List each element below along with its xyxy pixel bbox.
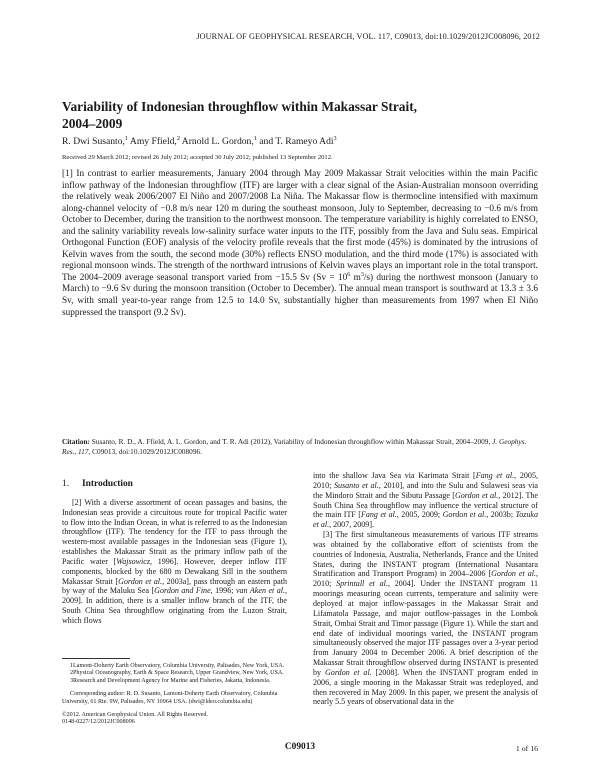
issn-line: 0148-0227/12/2012JC008096 — [62, 719, 135, 726]
affiliation-marker: 1 — [253, 134, 257, 142]
paragraph-marker: [1] — [62, 169, 73, 179]
title-line-2: 2004–2009 — [62, 116, 123, 131]
reference: Gordon et al. — [118, 576, 163, 586]
abstract — [62, 169, 538, 319]
abstract-text: In contrast to earlier measurements, January 2004 through May 2009 Makassar Strait velocities within the main Pacific inflow pathway of the Indonesian throughflow (ITF) are larger with a clear signal of the Asian-Australian monsoon overriding the relatively weak 2006/2007 El Niño and 2007/2008 La Niña. The Makassar flow is thermocline intensified with maximum along-channel velocity of −0.8 m/s near 120 m during the southeast monsoon, July to September, decreasing to −0.6 m/s from October to December, during the transition to the northwest monsoon. The temperature variability is highly correlated to ENSO, and the salinity variability reveals low-salinity surface water inputs to the ITF, possibly from the Java and Sulu seas. Empirical Orthogonal Function (EOF) analysis of the velocity profile reveals that the first mode (45%) is dominated by the intrusions of Kelvin waves from the south, the second mode (30%) reflects ENSO modulation, and the third mode (17%) is associated with regional monsoon winds. The strength of the northward intrusions of Kelvin waves plays an important role in the total transport. The 2004–2009 average seasonal transport varied from −15.5 Sv (Sv = 10 — [62, 169, 538, 283]
title-line-1: Variability of Indonesian throughflow within Makassar Strait, — [62, 99, 418, 114]
section-title: Introduction — [82, 479, 133, 489]
reference: Gordon and Fine — [154, 586, 211, 596]
citation-text: C09013, doi:10.1029/2012JC008096. — [90, 447, 202, 456]
affiliation-marker: 3 — [333, 134, 337, 142]
author-name: R. Dwi Susanto, — [62, 136, 125, 147]
citation-text: Susanto, R. D., A. Ffield, A. L. Gordon, and T. R. Adi (2012), Variability of Indonesian throughflow within Makassar Strait, 2004–2009, — [89, 437, 493, 446]
superscript: 6 — [347, 271, 351, 278]
body-text: , 2012]. The South China Sea throughflow may influence the vertical structure of the main ITF [ — [313, 490, 538, 520]
reference: van Aken et al. — [235, 586, 285, 596]
reference: Gordon et al. — [325, 667, 372, 677]
body-text: , 2003a], pass through an eastern path by way of the Maluku Sea [ — [62, 576, 287, 596]
body-text: , 1996; — [210, 586, 236, 596]
reference: Gordon et al. — [442, 510, 487, 520]
body-text: into the shallow Java Sea via Karimata Strait [ — [313, 471, 476, 480]
copyright: ©2012. American Geophysical Union. All Rights Reserved. — [62, 712, 208, 719]
reference: Wajsowicz — [116, 556, 150, 566]
body-text: The first simultaneous measurements of various ITF streams was obtained by the collaborative effort of scientists from the countries of Indonesia, Australia, Netherlands, France and the United States, during the INSTANT program (International Nusantara Stratification and Transport Program) in 2004–2006 [ — [313, 530, 538, 579]
section-number: 1. — [62, 479, 70, 489]
paragraph — [313, 530, 538, 707]
reference: Fang et al. — [360, 510, 397, 520]
column-left — [62, 480, 287, 626]
column-right — [313, 471, 538, 707]
superscript: 3 — [360, 271, 364, 278]
affiliation-marker: 2 — [176, 134, 180, 142]
reference: Gordon et al. — [491, 569, 536, 579]
author-name: Arnold L. Gordon, — [179, 136, 254, 147]
article-code: C09013 — [284, 742, 316, 752]
citation-journal: J. Geophys. Res., 117, — [62, 437, 527, 456]
abstract-text: /s) during the northwest monsoon (January to March) to −9.6 Sv during the monsoon transition (October to December). The annual mean transport is southward at 13.3 ± 3.6 Sv, with small year-to-year range from 12.5 to 14.0 Sv, substantially higher than measurements from 1997 when El Niño suppressed the transport (9.2 Sv). — [62, 272, 538, 318]
reference: Tozuka et al. — [313, 510, 539, 530]
paragraph-marker: [3] — [323, 530, 333, 540]
journal-header: JOURNAL OF GEOPHYSICAL RESEARCH, VOL. 117, C09013, doi:10.1029/2012JC008096, 2012 — [196, 32, 540, 41]
body-text: , 1996]. However, deeper inflow ITF components, blocked by the 680 m Dewakang Sill in the southern Makassar Strait [ — [62, 556, 287, 586]
footnotes — [62, 663, 287, 727]
affiliation-marker: 1 — [124, 134, 129, 142]
body-text: , 2010; — [313, 569, 538, 589]
citation — [62, 437, 538, 457]
reference: Sprintall et al. — [336, 579, 388, 589]
author-list — [62, 136, 532, 147]
body-text: [2008]. When the INSTANT program ended in 2006, a single mooring in the Makassar Strait was redeployed, and then recovered in May 2009. In this paper, we present the analysis of nearly 5.5 years of observational data in the — [313, 667, 539, 707]
reference: Gordon et al. — [454, 490, 499, 500]
body-text: , 2010], and into the Sulu and Sulawesi seas via the Mindoro Strait and the Sibutu Passage [ — [313, 480, 538, 500]
body-text: , 2004]. Under the INSTANT program 11 moorings measuring ocean currents, temperature and salinity were deployed at major inflow-passages in the Makassar Strait and Lifamatola Passage, and major outflow-passages in the Lombok Strait, Ombai Strait and Timor passage (Figure 1). While the start and end date of individual moorings varied, the INSTANT program simultaneously observed the major ITF passages over a 3-year period from January 2004 to December 2006. A brief description of the Makassar Strait throughflow observed during INSTANT is presented by — [313, 579, 538, 677]
body-text: , 2003b; — [486, 510, 516, 520]
corresponding-author: Corresponding author: R. D. Susanto, Lamont-Doherty Earth Observatory, Columbia University, 61 Rte. 9W, Palisades, NY 10964 USA. (dwi@ldeo.columbia.edu) — [62, 691, 278, 705]
reference: Susanto et al. — [333, 480, 379, 490]
paper-title — [62, 98, 502, 132]
footnote: 3Research and Development Agency for Marine and Fisheries, Jakarta, Indonesia. — [70, 677, 271, 684]
paragraph — [62, 498, 287, 626]
footnote: 2Physical Oceanography, Earth & Space Research, Upper Grandview, New York, USA. — [70, 670, 284, 677]
abstract-text: m — [350, 272, 361, 283]
body-text: , 2007, 2009]. — [329, 520, 375, 530]
received-dates: Received 29 March 2012; revised 26 July 2012; accepted 30 July 2012; published 13 September 2012. — [62, 154, 333, 161]
citation-label: Citation: — [62, 437, 90, 446]
body-text: , 2009]. In addition, there is a smaller inflow branch of the ITF, the South China Sea throughflow originating from the Luzon Strait, which flows — [62, 586, 288, 625]
author-name: Amy Ffield, — [128, 136, 177, 147]
paragraph-marker: [2] — [72, 497, 82, 507]
body-text: , 2005, 2010; — [313, 471, 538, 490]
author-name: and T. Rameyo Adi — [256, 136, 334, 147]
footnote: 1Lamont-Doherty Earth Observatory, Columbia University, Palisades, New York, USA. — [70, 663, 285, 669]
reference: Fang et al. — [475, 471, 515, 480]
page-number: 1 of 16 — [515, 744, 538, 753]
section-heading — [62, 480, 287, 490]
footnote-rule — [62, 658, 130, 659]
paragraph — [313, 471, 538, 530]
body-text: , 2005, 2009; — [396, 510, 443, 520]
body-text: With a diverse assortment of ocean passages and basins, the Indonesian seas provide a circuitous route for tropical Pacific water to flow into the Indian Ocean, in what is referred to as the Indonesian throughflow (ITF). The tendency for the ITF to pass through the western-most available passages in the Indonesian seas (Figure 1), establishes the Makassar Strait as the primary inflow path of the Pacific water [ — [62, 497, 287, 566]
